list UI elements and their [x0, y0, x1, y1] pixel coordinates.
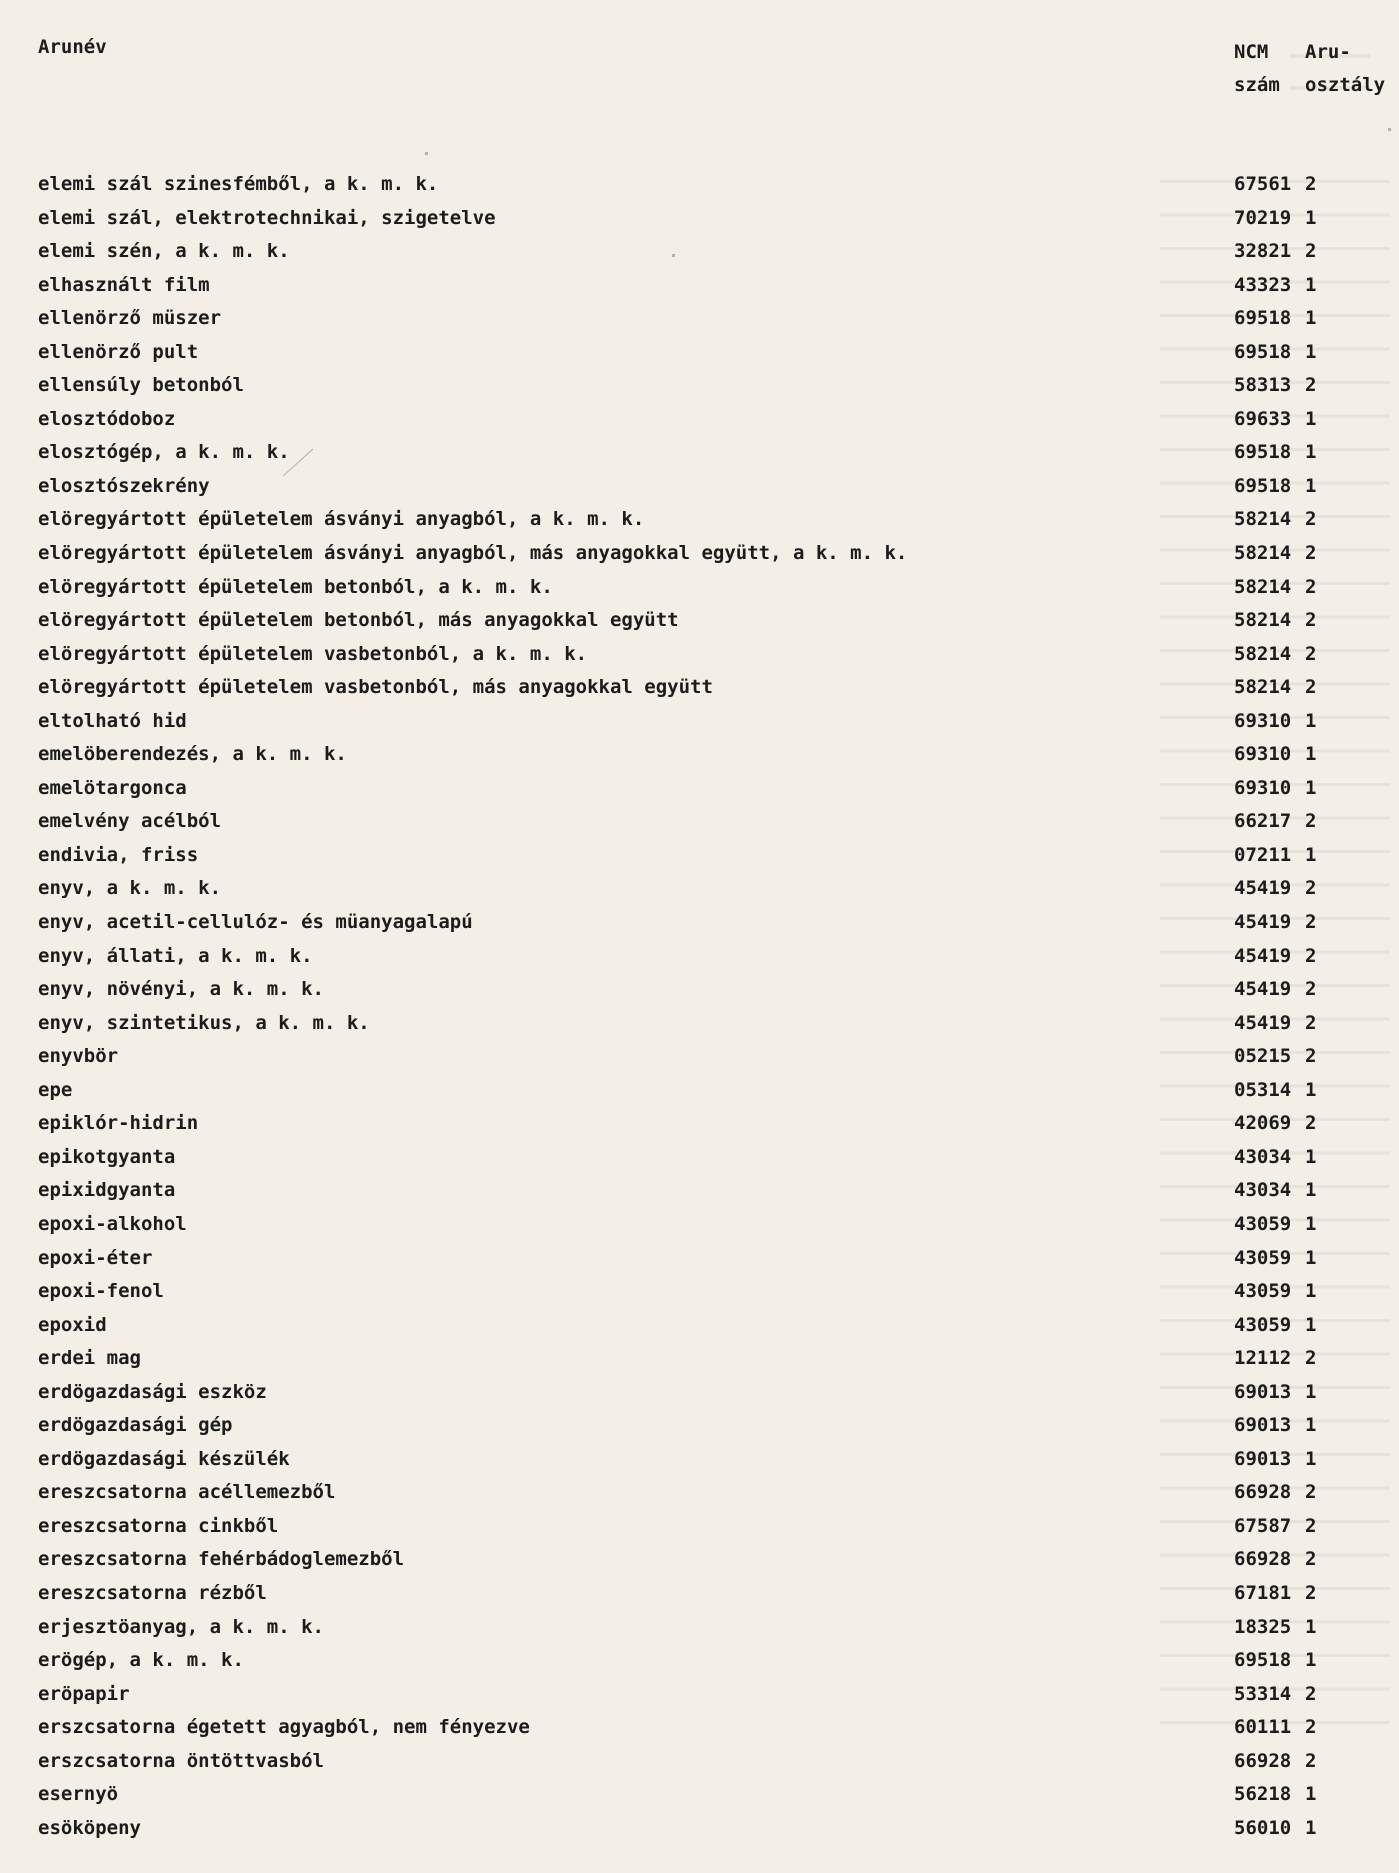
ncm-code: 67561: [1234, 173, 1292, 195]
ncm-code: 12112: [1234, 1347, 1292, 1370]
table-row: [38, 1040, 1378, 1074]
item-name: ellenörző müszer: [38, 307, 222, 330]
item-class: 1: [1305, 1649, 1317, 1672]
ncm-code: 67587: [1234, 1514, 1292, 1537]
table-row: [38, 302, 1378, 336]
ncm-code: 69013: [1234, 1414, 1292, 1437]
ncm-code: 66928: [1234, 1749, 1292, 1772]
ncm-code: 32821: [1234, 240, 1292, 263]
item-name: enyv, növényi, a k. m. k.: [38, 978, 324, 1001]
ncm-code: 43059: [1234, 1246, 1292, 1269]
table-row: [38, 1543, 1378, 1577]
item-name: erszcsatorna öntöttvasból: [38, 1749, 324, 1772]
ncm-code: 43059: [1234, 1280, 1292, 1303]
item-class: 2: [1305, 1514, 1317, 1537]
item-class: 1: [1305, 206, 1317, 229]
item-name: elemi szén, a k. m. k.: [38, 240, 290, 263]
table-row: [38, 1611, 1378, 1645]
table-row: [38, 1678, 1378, 1712]
item-class: 2: [1305, 1548, 1317, 1571]
table-row: [38, 671, 1378, 705]
ncm-code: 58313: [1234, 374, 1292, 397]
item-name: erdei mag: [38, 1347, 141, 1370]
column-header-ncm: [1234, 36, 1280, 102]
item-class: 1: [1305, 743, 1317, 766]
item-name: enyv, a k. m. k.: [38, 877, 222, 900]
item-class: 2: [1305, 1112, 1317, 1135]
table-row: [38, 168, 1378, 202]
ncm-code: 69518: [1234, 474, 1292, 497]
ncm-code: 58214: [1234, 609, 1292, 632]
table-row: [38, 973, 1378, 1007]
table-row: [38, 1074, 1378, 1108]
table-row: [38, 940, 1378, 974]
item-name: elhasznált film: [38, 273, 210, 296]
table-row: [38, 1309, 1378, 1343]
item-class: 1: [1305, 1078, 1317, 1101]
item-name: elöregyártott épületelem betonból, a k. m. k.: [38, 575, 553, 598]
item-name: erögép, a k. m. k.: [38, 1649, 244, 1672]
item-class: 2: [1305, 542, 1317, 565]
item-class: 2: [1305, 240, 1317, 263]
ncm-code: 69013: [1234, 1447, 1292, 1470]
table-header: [38, 36, 1386, 106]
item-class: 1: [1305, 340, 1317, 363]
item-name: epikotgyanta: [38, 1145, 176, 1168]
item-class: 1: [1305, 407, 1317, 430]
ncm-code: 69310: [1234, 743, 1292, 766]
table-row: [38, 738, 1378, 772]
table-row: [38, 906, 1378, 940]
ncm-code: 66928: [1234, 1548, 1292, 1571]
item-class: 2: [1305, 173, 1317, 195]
item-class: 1: [1305, 441, 1317, 464]
item-class: 2: [1305, 1716, 1317, 1739]
ncm-code: 45419: [1234, 1011, 1292, 1034]
ncm-code: 53314: [1234, 1682, 1292, 1705]
item-class: 2: [1305, 374, 1317, 397]
ncm-code: 58214: [1234, 642, 1292, 665]
table-row: [38, 503, 1378, 537]
ncm-code: 05314: [1234, 1078, 1292, 1101]
item-name: ereszcsatorna rézből: [38, 1581, 267, 1604]
table-row: [38, 1476, 1378, 1510]
ncm-code: 67181: [1234, 1581, 1292, 1604]
item-class: 1: [1305, 709, 1317, 732]
table-row: [38, 436, 1378, 470]
item-name: ereszcsatorna acéllemezből: [38, 1481, 336, 1504]
item-class: 2: [1305, 911, 1317, 934]
item-class: 1: [1305, 776, 1317, 799]
item-name: ellensúly betonból: [38, 374, 244, 397]
item-name: esernyö: [38, 1783, 119, 1806]
table-row: [38, 369, 1378, 403]
item-class: 1: [1305, 843, 1317, 866]
ncm-code: 43059: [1234, 1313, 1292, 1336]
ncm-code: 60111: [1234, 1716, 1292, 1739]
table-row: [38, 1342, 1378, 1376]
item-name: enyv, állati, a k. m. k.: [38, 944, 313, 967]
item-class: 1: [1305, 1615, 1317, 1638]
table-row: [38, 1141, 1378, 1175]
item-name: eltolható hid: [38, 709, 187, 732]
item-class: 1: [1305, 1414, 1317, 1437]
item-name: elosztószekrény: [38, 474, 210, 497]
speck: [1388, 128, 1391, 131]
item-name: ellenörző pult: [38, 340, 199, 363]
table-row: [38, 235, 1378, 269]
ncm-code: 69310: [1234, 709, 1292, 732]
item-name: epoxid: [38, 1313, 107, 1336]
table-row: [38, 839, 1378, 873]
table-row: [38, 872, 1378, 906]
item-class: 1: [1305, 474, 1317, 497]
item-name: enyvbör: [38, 1045, 119, 1068]
table-row: [38, 1107, 1378, 1141]
table-row: [38, 571, 1378, 605]
item-class: 2: [1305, 1581, 1317, 1604]
item-name: erdögazdasági eszköz: [38, 1380, 267, 1403]
column-header-class: [1305, 36, 1385, 102]
table-row: [38, 1376, 1378, 1410]
ncm-code: 56218: [1234, 1783, 1292, 1806]
table-row: [38, 1242, 1378, 1276]
item-name: epoxi-éter: [38, 1246, 153, 1269]
item-class: 2: [1305, 1347, 1317, 1370]
table-row: [38, 772, 1378, 806]
ncm-code: 66928: [1234, 1481, 1292, 1504]
ncm-code: 56010: [1234, 1816, 1292, 1839]
ncm-code: 43034: [1234, 1179, 1292, 1202]
item-class: 1: [1305, 1280, 1317, 1303]
item-name: epiklór-hidrin: [38, 1112, 199, 1135]
item-class: 2: [1305, 810, 1317, 833]
table-row: [38, 202, 1378, 236]
table-row: [38, 1007, 1378, 1041]
ncm-code: 58214: [1234, 508, 1292, 531]
ncm-code: 69518: [1234, 307, 1292, 330]
ncm-code: 69518: [1234, 441, 1292, 464]
ncm-code: 42069: [1234, 1112, 1292, 1135]
ncm-code: 05215: [1234, 1045, 1292, 1068]
ncm-code: 43034: [1234, 1145, 1292, 1168]
item-name: enyv, acetil-cellulóz- és müanyagalapú: [38, 911, 473, 934]
ncm-code: 18325: [1234, 1615, 1292, 1638]
item-class: 1: [1305, 273, 1317, 296]
item-name: enyv, szintetikus, a k. m. k.: [38, 1011, 370, 1034]
table-row: [38, 638, 1378, 672]
item-class: 1: [1305, 1783, 1317, 1806]
table-row: [38, 1208, 1378, 1242]
ncm-code: 69518: [1234, 1649, 1292, 1672]
item-name: elosztódoboz: [38, 407, 176, 430]
table-row: [38, 470, 1378, 504]
table-row: [38, 1778, 1378, 1812]
item-name: ereszcsatorna cinkből: [38, 1514, 279, 1537]
table-row: [38, 403, 1378, 437]
item-class: 1: [1305, 1179, 1317, 1202]
item-class: 1: [1305, 1246, 1317, 1269]
item-name: elöregyártott épületelem vasbetonból, más anyagokkal együtt: [38, 676, 713, 699]
ncm-code: 07211: [1234, 843, 1292, 866]
item-class: 1: [1305, 1816, 1317, 1839]
table-row: [38, 1409, 1378, 1443]
ncm-code: 70219: [1234, 206, 1292, 229]
item-name: epoxi-alkohol: [38, 1212, 187, 1235]
item-class: 2: [1305, 676, 1317, 699]
item-name: epe: [38, 1078, 73, 1101]
item-class: 2: [1305, 1481, 1317, 1504]
table-row: [38, 705, 1378, 739]
item-class: 1: [1305, 1447, 1317, 1470]
item-name: emelvény acélból: [38, 810, 222, 833]
table-row: [38, 336, 1378, 370]
table-row: [38, 1644, 1378, 1678]
table-row: [38, 269, 1378, 303]
ncm-code: 45419: [1234, 978, 1292, 1001]
table-row: [38, 805, 1378, 839]
ncm-code: 58214: [1234, 575, 1292, 598]
ncm-code: 45419: [1234, 877, 1292, 900]
item-class: 2: [1305, 609, 1317, 632]
ncm-code: 45419: [1234, 944, 1292, 967]
table-row: [38, 1510, 1378, 1544]
ncm-code: 58214: [1234, 676, 1292, 699]
item-name: epoxi-fenol: [38, 1280, 164, 1303]
item-class: 2: [1305, 642, 1317, 665]
table-row: [38, 1174, 1378, 1208]
column-header-class-line2: osztály: [1305, 74, 1386, 96]
ncm-code: 43323: [1234, 273, 1292, 296]
item-class: 2: [1305, 575, 1317, 598]
column-header-ncm-line2: szám: [1234, 74, 1280, 96]
item-name: elemi szál, elektrotechnikai, szigetelve: [38, 206, 496, 229]
item-name: ereszcsatorna fehérbádoglemezből: [38, 1548, 405, 1571]
item-class: 2: [1305, 944, 1317, 967]
ncm-code: 69310: [1234, 776, 1292, 799]
speck: [425, 152, 428, 155]
ncm-code: 69633: [1234, 407, 1292, 430]
item-class: 2: [1305, 508, 1317, 531]
ncm-code: 58214: [1234, 542, 1292, 565]
item-class: 2: [1305, 1011, 1317, 1034]
column-header-name: Arunév: [38, 36, 107, 58]
item-class: 2: [1305, 877, 1317, 900]
item-name: epixidgyanta: [38, 1179, 176, 1202]
item-class: 2: [1305, 1749, 1317, 1772]
item-class: 1: [1305, 1380, 1317, 1403]
ncm-code: 43059: [1234, 1212, 1292, 1235]
item-class: 1: [1305, 1212, 1317, 1235]
item-name: elöregyártott épületelem vasbetonból, a k. m. k.: [38, 642, 588, 665]
item-name: erdögazdasági készülék: [38, 1447, 290, 1470]
item-class: 2: [1305, 978, 1317, 1001]
ncm-code: 45419: [1234, 911, 1292, 934]
item-name: erszcsatorna égetett agyagból, nem fényezve: [38, 1716, 530, 1739]
table-row: [38, 1577, 1378, 1611]
item-name: endivia, friss: [38, 843, 199, 866]
table-row: [38, 1745, 1378, 1779]
ncm-code: 69518: [1234, 340, 1292, 363]
item-name: emelöberendezés, a k. m. k.: [38, 743, 347, 766]
ncm-code: 69013: [1234, 1380, 1292, 1403]
item-name: elöregyártott épületelem ásványi anyagból, más anyagokkal együtt, a k. m. k.: [38, 542, 908, 565]
table-row: [38, 1711, 1378, 1745]
item-class: 2: [1305, 1682, 1317, 1705]
item-name: elöregyártott épületelem betonból, más anyagokkal együtt: [38, 609, 679, 632]
item-class: 2: [1305, 1045, 1317, 1068]
item-name: esököpeny: [38, 1816, 141, 1839]
item-class: 1: [1305, 1313, 1317, 1336]
item-list: [38, 168, 1378, 1845]
item-name: elosztógép, a k. m. k.: [38, 441, 290, 464]
item-name: elemi szál szinesfémből, a k. m. k.: [38, 173, 439, 195]
table-row: [38, 537, 1378, 571]
table-row: [38, 1443, 1378, 1477]
item-name: erdögazdasági gép: [38, 1414, 233, 1437]
item-name: eröpapir: [38, 1682, 130, 1705]
table-row: [38, 1812, 1378, 1846]
item-class: 1: [1305, 1145, 1317, 1168]
item-name: emelötargonca: [38, 776, 187, 799]
table-row: [38, 604, 1378, 638]
ncm-code: 66217: [1234, 810, 1292, 833]
table-row: [38, 1275, 1378, 1309]
item-class: 1: [1305, 307, 1317, 330]
column-header-class-line1: Aru-: [1305, 41, 1351, 63]
item-name: erjesztöanyag, a k. m. k.: [38, 1615, 324, 1638]
column-header-ncm-line1: NCM: [1234, 41, 1269, 63]
item-name: elöregyártott épületelem ásványi anyagból, a k. m. k.: [38, 508, 645, 531]
